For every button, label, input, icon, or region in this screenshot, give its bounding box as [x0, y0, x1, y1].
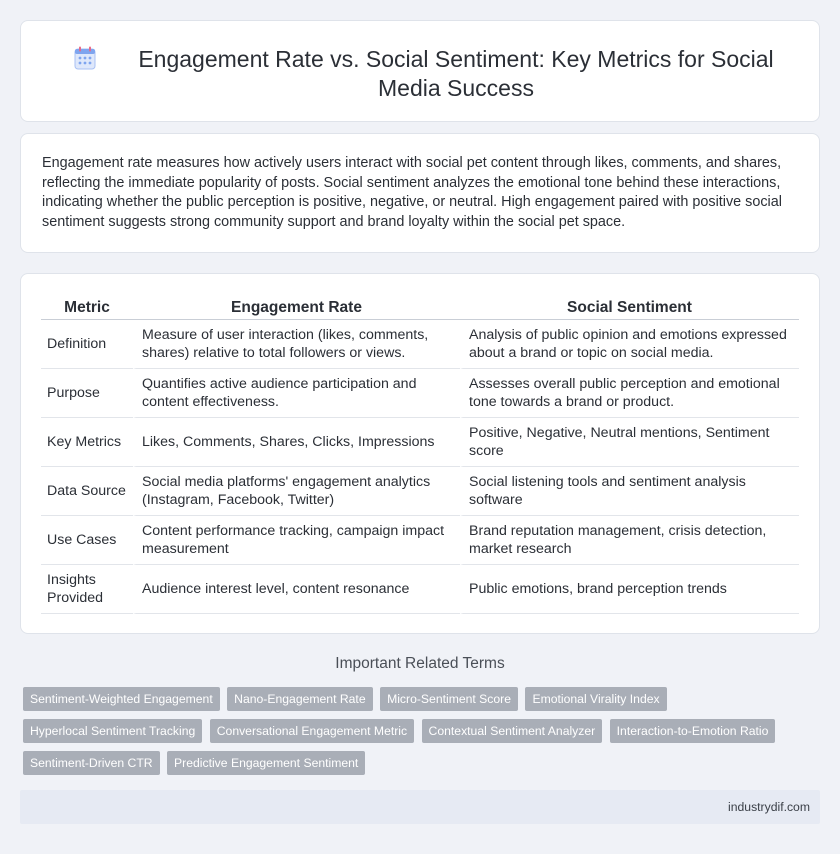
related-term-tag[interactable]: Sentiment-Weighted Engagement [23, 687, 220, 711]
row-metric-label: Definition [41, 320, 133, 369]
intro-paragraph: Engagement rate measures how actively users interact with social pet content through likes, comments, and shares, reflecting the immediate popularity of posts. Social sentiment analyzes the emotional tone behind these interactions, indicating whether the public perception is positive, negative, or neutral. High engagement paired with positive social sentiment suggests strong community support and brand loyalty within the social pet space. [42, 155, 782, 230]
row-engagement-cell: Content performance tracking, campaign impact measurement [133, 516, 460, 565]
row-engagement-cell: Social media platforms' engagement analytics (Instagram, Facebook, Twitter) [133, 467, 460, 516]
row-metric-label: Key Metrics [41, 418, 133, 467]
row-sentiment-cell: Assesses overall public perception and emotional tone towards a brand or product. [460, 369, 799, 418]
related-term-tag[interactable]: Nano-Engagement Rate [227, 687, 372, 711]
related-term-tag[interactable]: Sentiment-Driven CTR [23, 751, 160, 775]
row-sentiment-cell: Brand reputation management, crisis detection, market research [460, 516, 799, 565]
calendar-grid-icon [74, 46, 96, 70]
table-header-row [41, 294, 799, 320]
table-row [41, 516, 799, 565]
row-sentiment-cell: Social listening tools and sentiment analysis software [460, 467, 799, 516]
related-term-tag[interactable]: Predictive Engagement Sentiment [167, 751, 365, 775]
table-row [41, 565, 799, 614]
header-metric: Metric [41, 294, 133, 320]
row-metric-label: Purpose [41, 369, 133, 418]
row-sentiment-cell: Public emotions, brand perception trends [460, 565, 799, 614]
table-row [41, 467, 799, 516]
footer [20, 790, 820, 824]
footer-site-link[interactable]: industrydif.com [728, 800, 810, 814]
row-engagement-cell: Audience interest level, content resonance [133, 565, 460, 614]
related-term-tag[interactable]: Conversational Engagement Metric [210, 719, 414, 743]
row-metric-label: Use Cases [41, 516, 133, 565]
row-metric-label: Insights Provided [41, 565, 133, 614]
row-engagement-cell: Likes, Comments, Shares, Clicks, Impressions [133, 418, 460, 467]
related-term-tag[interactable]: Emotional Virality Index [525, 687, 666, 711]
row-engagement-cell: Measure of user interaction (likes, comments, shares) relative to total followers or views. [133, 320, 460, 369]
comparison-card [20, 273, 820, 634]
page-title: Engagement Rate vs. Social Sentiment: Key Metrics for Social Media Success [138, 46, 774, 101]
title-card [20, 20, 820, 122]
row-sentiment-cell: Analysis of public opinion and emotions expressed about a brand or topic on social media. [460, 320, 799, 369]
row-engagement-cell: Quantifies active audience participation and content effectiveness. [133, 369, 460, 418]
table-row [41, 418, 799, 467]
related-term-tag[interactable]: Contextual Sentiment Analyzer [422, 719, 603, 743]
table-row [41, 369, 799, 418]
header-social-sentiment: Social Sentiment [460, 294, 799, 320]
related-term-tag[interactable]: Hyperlocal Sentiment Tracking [23, 719, 202, 743]
related-term-tag[interactable]: Interaction-to-Emotion Ratio [610, 719, 776, 743]
related-term-tag[interactable]: Micro-Sentiment Score [380, 687, 518, 711]
related-terms-title: Important Related Terms [335, 655, 505, 672]
header-engagement-rate: Engagement Rate [133, 294, 460, 320]
related-terms-list [23, 687, 813, 783]
comparison-table [41, 294, 799, 614]
row-metric-label: Data Source [41, 467, 133, 516]
table-row [41, 320, 799, 369]
intro-card [20, 133, 820, 253]
row-sentiment-cell: Positive, Negative, Neutral mentions, Sentiment score [460, 418, 799, 467]
